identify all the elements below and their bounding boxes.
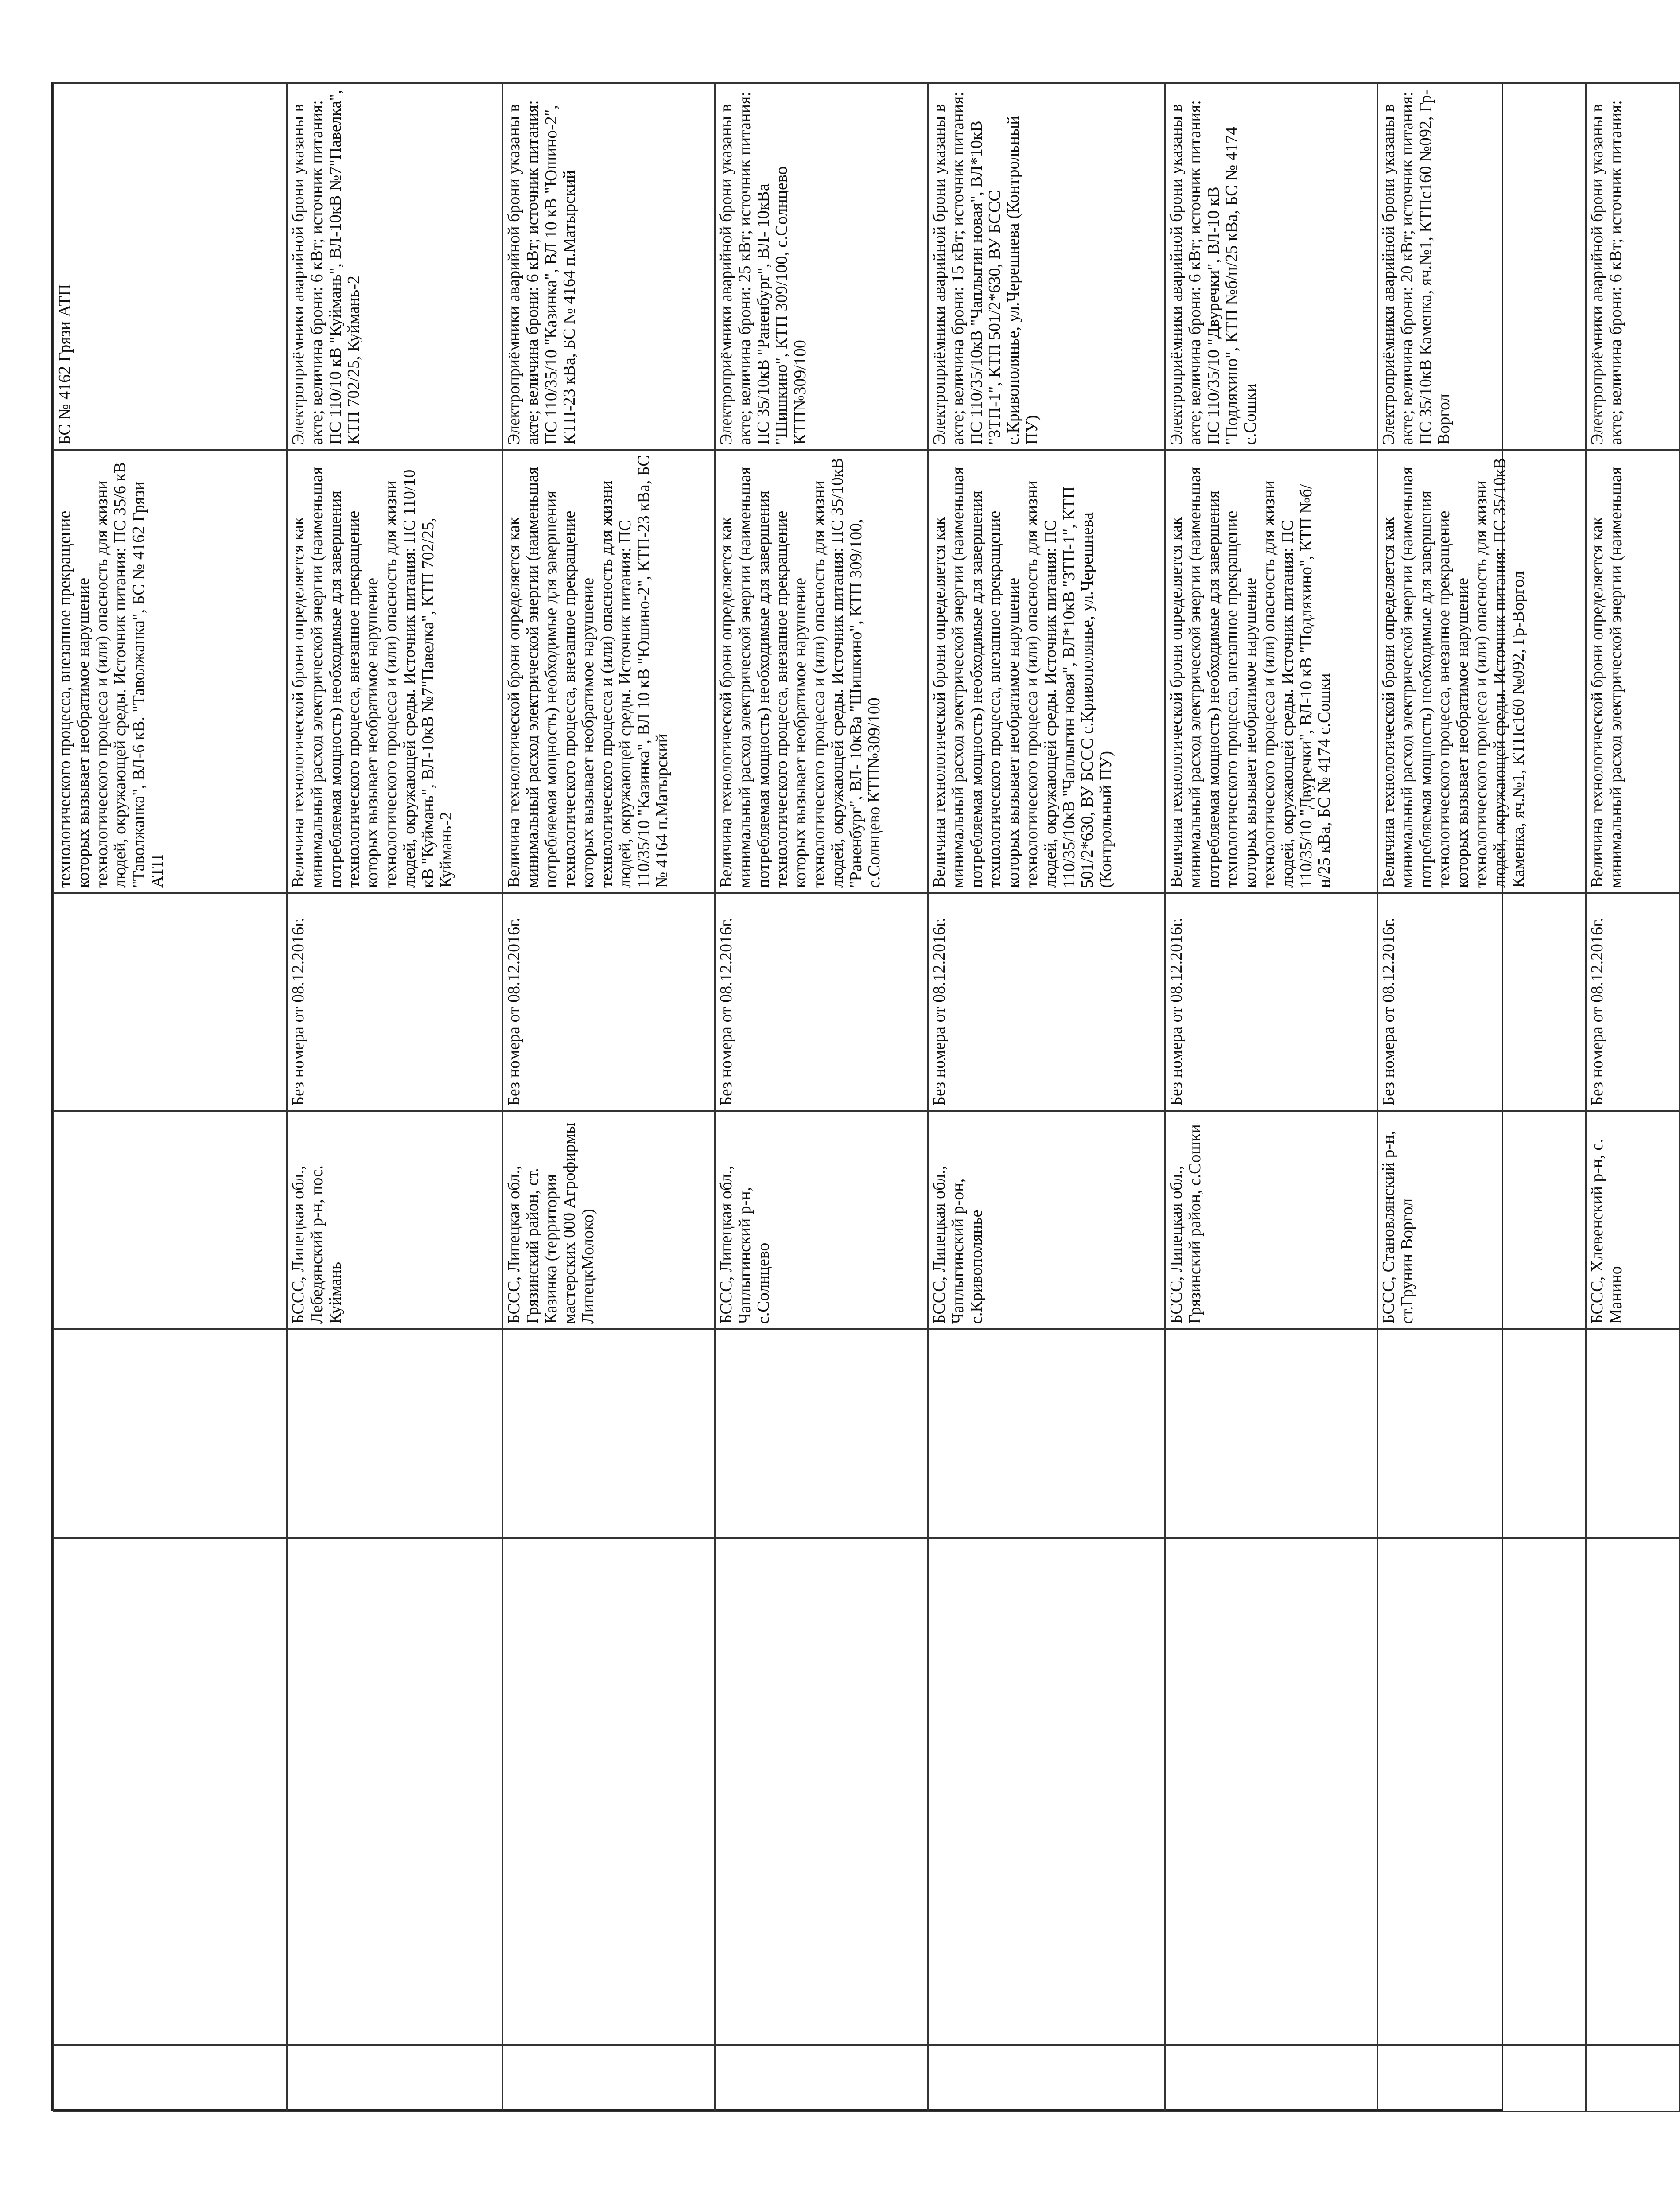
rotated-table-wrapper [53,84,1625,2112]
object-type-cell [928,1329,1165,1538]
object-address-cell: БССС, Становлянский р-н, ст.Грунин Воргол [1377,1111,1586,1329]
object-address-cell: БССС, Липецкая обл., Чаплыгинский р-он, с.Кривополянье [928,1111,1165,1329]
row-number-cell [715,2045,928,2112]
consumer-name-cell [1586,1538,1680,2045]
emergency-reserve-cell: Электроприёмники аварийной брони указаны в акте; величина брони: 25 кВт; источник питания: ПС 35/10кВ "Раненбург", ВЛ- 10кВа "Шишкино", КТП 309/100, с.Солнцево КТП№309/100 [715,83,928,450]
object-address-cell [54,1111,287,1329]
consumer-name-cell [1165,1538,1377,2045]
emergency-reserve-cell: Электроприёмники аварийной брони указаны в акте; величина брони: 6 кВт; источник питания: ПС 110/35/10 "Казинка", ВЛ 10 кВ "Юшино-2", КТП-23 кВа, БС № 4164 п.Матырский [503,83,715,450]
emergency-reserve-cell: Электроприёмники аварийной брони указаны в акте; величина брони: 6 кВт; источник питания: ПС 110/35/10 "Двуречки", ВЛ-10 кВ "Подляхино", КТП №б/н/25 кВа, БС № 4174 с.Сошки [1165,83,1377,450]
row-number-cell [1165,2045,1377,2112]
table-row [1377,83,1586,2112]
object-address-cell: БССС, Липецкая обл., Чаплыгинский р-н, с.Солнцево [715,1111,928,1329]
row-number-cell [54,2045,287,2112]
row-number-cell [1586,2045,1680,2112]
technological-reserve-cell: Величина технологической брони определяется как минимальный расход электрической энергии (наименьшая потребляемая мощность) необходимые для завершения технологического процесса, внезапное прекращение которых вызывает необратимое нарушение технологического процесса и (или) опасность для жизни людей, окружающей среды. Источник питания: ПС 110/35/10 "Двуречки", ВЛ-10 кВ "Подляхино", КТП №б/н/25 кВа, БС № 4174 с.Сошки [1165,450,1377,893]
emergency-reserve-cell: Электроприёмники аварийной брони указаны в акте; величина брони: 6 кВт; источник питания: [1586,83,1680,450]
emergency-reserve-cell: Электроприёмники аварийной брони указаны в акте; величина брони: 6 кВт; источник питания: ПС 110/10 кВ "Куймань", ВЛ-10кВ №7"Павелка", КТП 702/25, Куймань-2 [287,83,503,450]
object-type-cell [54,1329,287,1538]
object-address-cell: БССС, Липецкая обл., Грязинский район, ст. Казинка (территория мастерских 000 Агрофирмы ЛипецкМолоко) [503,1111,715,1329]
act-document-cell: Без номера от 08.12.2016г. [715,893,928,1111]
row-number-cell [287,2045,503,2112]
object-address-cell: БССС, Липецкая обл., Грязинский район, с.Сошки [1165,1111,1377,1329]
object-address-cell: БССС, Липецкая обл., Лебедянский р-н, пос. Куймань [287,1111,503,1329]
row-number-cell [928,2045,1165,2112]
emergency-reserve-cell: Электроприёмники аварийной брони указаны в акте; величина брони: 15 кВт; источник питания: ПС 110/35/10кВ "Чаплыгин новая", ВЛ*10кВ "ЗТП-1", КТП 501/2*630, ВУ БССС с.Кривополянье, ул.Черешнева (Контрольный ПУ) [928,83,1165,450]
technological-reserve-cell: Величина технологической брони определяется как минимальный расход электрической энергии (наименьшая потребляемая мощность) необходимые для завершения технологического процесса, внезапное прекращение которых вызывает необратимое нарушение технологического процесса и (или) опасность для жизни людей, окружающей среды. Источник питания: ПС 110/35/10 "Казинка", ВЛ 10 кВ "Юшино-2", КТП-23 кВа, БС № 4164 п.Матырский [503,450,715,893]
technological-reserve-cell: Величина технологической брони определяется как минимальный расход электрической энергии (наименьшая [1586,450,1680,893]
consumer-name-cell [928,1538,1165,2045]
object-type-cell [1165,1329,1377,1538]
act-document-cell: Без номера от 08.12.2016г. [1377,893,1586,1111]
row-number-cell [503,2045,715,2112]
technological-reserve-cell: Величина технологической брони определяется как минимальный расход электрической энергии (наименьшая потребляемая мощность) необходимые для завершения технологического процесса, внезапное прекращение которых вызывает необратимое нарушение технологического процесса и (или) опасность для жизни людей, окружающей среды. Источник питания: ПС 35/10кВ "Раненбург", ВЛ- 10кВа "Шишкино", КТП 309/100, с.Солнцево КТП№309/100 [715,450,928,893]
act-document-cell: Без номера от 08.12.2016г. [928,893,1165,1111]
table-row [1165,83,1377,2112]
technological-reserve-cell: Величина технологической брони определяется как минимальный расход электрической энергии (наименьшая потребляемая мощность) необходимые для завершения технологического процесса, внезапное прекращение которых вызывает необратимое нарушение технологического процесса и (или) опасность для жизни людей, окружающей среды. Источник питания: ПС 110/10 кВ "Куймань", ВЛ-10кВ №7"Павелка", КТП 702/25, Куймань-2 [287,450,503,893]
table-row [1586,83,1680,2112]
table-row [715,83,928,2112]
table-row [287,83,503,2112]
row-number-cell [1377,2045,1586,2112]
act-document-cell: Без номера от 08.12.2016г. [1586,893,1680,1111]
table-row [503,83,715,2112]
consumer-name-cell [54,1538,287,2045]
table-row [928,83,1165,2112]
document-page [51,82,1625,2111]
technological-reserve-cell: Величина технологической брони определяется как минимальный расход электрической энергии (наименьшая потребляемая мощность) необходимые для завершения технологического процесса, внезапное прекращение которых вызывает необратимое нарушение технологического процесса и (или) опасность для жизни людей, окружающей среды. Источник питания: ПС 110/35/10кВ "Чаплыгин новая", ВЛ*10кВ "ЗТП-1", КТП 501/2*630, ВУ БССС с.Кривополянье, ул.Черешнева (Контрольный ПУ) [928,450,1165,893]
emergency-reserve-cell: БС № 4162 Грязи АТП [54,83,287,450]
consumer-name-cell [1377,1538,1586,2045]
object-address-cell: БССС, Хлевенский р-н, с. Манино [1586,1111,1680,1329]
object-type-cell [287,1329,503,1538]
technological-reserve-cell: Величина технологической брони определяется как минимальный расход электрической энергии (наименьшая потребляемая мощность) необходимые для завершения технологического процесса, внезапное прекращение которых вызывает необратимое нарушение технологического процесса и (или) опасность для жизни людей, окружающей среды. Источник питания: ПС 35/10кВ Каменка, яч.№1, КТПс160 №092, Гр-Воргол [1377,450,1586,893]
technological-reserve-cell: технологического процесса, внезапное прекращение которых вызывает необратимое нарушение технологического процесса и (или) опасность для жизни людей, окружающей среды. Источник питания: ПС 35/6 кВ "Таволжанка", ВЛ-6 кВ. "Таволжанка", БС № 4162 Грязи АТП [54,450,287,893]
act-document-cell: Без номера от 08.12.2016г. [503,893,715,1111]
emergency-reserve-cell: Электроприёмники аварийной брони указаны в акте; величина брони: 20 кВт; источник питания: ПС 35/10кВ Каменка, яч.№1, КТПс160 №092, Гр-Воргол [1377,83,1586,450]
consumer-name-cell [503,1538,715,2045]
power-reservation-table [53,82,1680,2112]
object-type-cell [503,1329,715,1538]
object-type-cell [1586,1329,1680,1538]
act-document-cell [54,893,287,1111]
object-type-cell [1377,1329,1586,1538]
table-row [54,83,287,2112]
object-type-cell [715,1329,928,1538]
consumer-name-cell [287,1538,503,2045]
act-document-cell: Без номера от 08.12.2016г. [1165,893,1377,1111]
consumer-name-cell [715,1538,928,2045]
act-document-cell: Без номера от 08.12.2016г. [287,893,503,1111]
